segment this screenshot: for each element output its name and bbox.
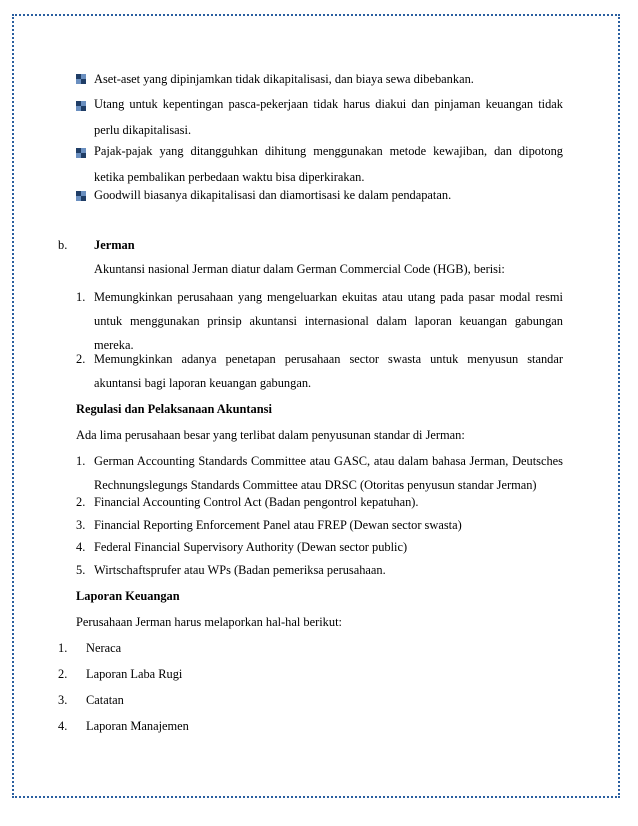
list-item: Financial Accounting Control Act (Badan pengontrol kepatuhan). — [94, 495, 419, 509]
bullet-line: Goodwill biasanya dikapitalisasi dan diamortisasi ke dalam pendapatan. — [94, 188, 452, 202]
list-number: 4. — [76, 540, 86, 554]
list-line: German Accounting Standards Committee atau GASC, atau dalam bahasa Jerman, Deutsches — [94, 454, 563, 468]
list-item: Financial Reporting Enforcement Panel atau FREP (Dewan sector swasta) — [94, 518, 462, 532]
list-number: 3. — [58, 693, 68, 707]
list-item: Laporan Manajemen — [86, 719, 189, 733]
bullet-item-4 — [94, 184, 564, 206]
list-number: 2. — [76, 352, 86, 366]
list-number: 5. — [76, 563, 86, 577]
list-line: akuntansi bagi laporan keuangan gabungan. — [94, 376, 312, 390]
subsection-heading: Regulasi dan Pelaksanaan Akuntansi — [76, 402, 272, 416]
list-line: Memungkinkan perusahaan yang mengeluarkan ekuitas atau utang pada pasar modal resmi — [94, 290, 563, 304]
list-number: 2. — [58, 667, 68, 681]
bullet-icon — [76, 101, 87, 112]
list-item: Wirtschaftsprufer atau WPs (Badan pemeriksa perusahaan. — [94, 563, 386, 577]
list-line: mereka. — [94, 338, 134, 352]
bullet-icon — [76, 148, 87, 159]
list-item — [94, 450, 563, 496]
list-item: Laporan Laba Rugi — [86, 667, 183, 681]
section-marker: b. — [58, 238, 68, 252]
bullet-line: Aset-aset yang dipinjamkan tidak dikapitalisasi, dan biaya sewa dibebankan. — [94, 72, 474, 86]
list-number: 4. — [58, 719, 68, 733]
bullet-icon — [76, 191, 87, 202]
bullet-item-1 — [94, 68, 564, 90]
subsection-heading: Laporan Keuangan — [76, 589, 180, 603]
bullet-line: Pajak-pajak yang ditangguhkan dihitung menggunakan metode kewajiban, dan dipotong — [94, 144, 563, 158]
section-title: Jerman — [94, 238, 135, 252]
list-line: Memungkinkan adanya penetapan perusahaan sector swasta untuk menyusun standar — [94, 352, 563, 366]
bullet-icon — [76, 74, 87, 85]
bullet-line: Utang untuk kepentingan pasca-pekerjaan tidak harus diakui dan pinjaman keuangan tidak — [94, 97, 563, 111]
bullet-item-3 — [94, 140, 563, 188]
list-number: 3. — [76, 518, 86, 532]
list-item: Federal Financial Supervisory Authority (Dewan sector public) — [94, 540, 408, 554]
bullet-line: ketika pembalikan perbedaan waktu bisa diperkirakan. — [94, 170, 365, 184]
list-line: Rechnungslegungs Standards Committee atau DRSC (Otoritas penyusun standar Jerman) — [94, 478, 537, 492]
list-number: 1. — [76, 290, 86, 304]
list-item — [94, 286, 563, 356]
section-intro: Akuntansi nasional Jerman diatur dalam German Commercial Code (HGB), berisi: — [94, 262, 505, 276]
list-item: Neraca — [86, 641, 122, 655]
subsection-intro: Ada lima perusahaan besar yang terlibat dalam penyusunan standar di Jerman: — [76, 428, 465, 442]
subsection-intro: Perusahaan Jerman harus melaporkan hal-hal berikut: — [76, 615, 342, 629]
list-number: 1. — [76, 454, 86, 468]
list-line: untuk menggunakan prinsip akuntansi internasional dalam laporan keuangan gabungan — [94, 314, 563, 328]
list-number: 2. — [76, 495, 86, 509]
list-item — [94, 348, 563, 394]
bullet-item-2 — [94, 93, 563, 141]
bullet-line: perlu dikapitalisasi. — [94, 123, 192, 137]
list-item: Catatan — [86, 693, 124, 707]
list-number: 1. — [58, 641, 68, 655]
